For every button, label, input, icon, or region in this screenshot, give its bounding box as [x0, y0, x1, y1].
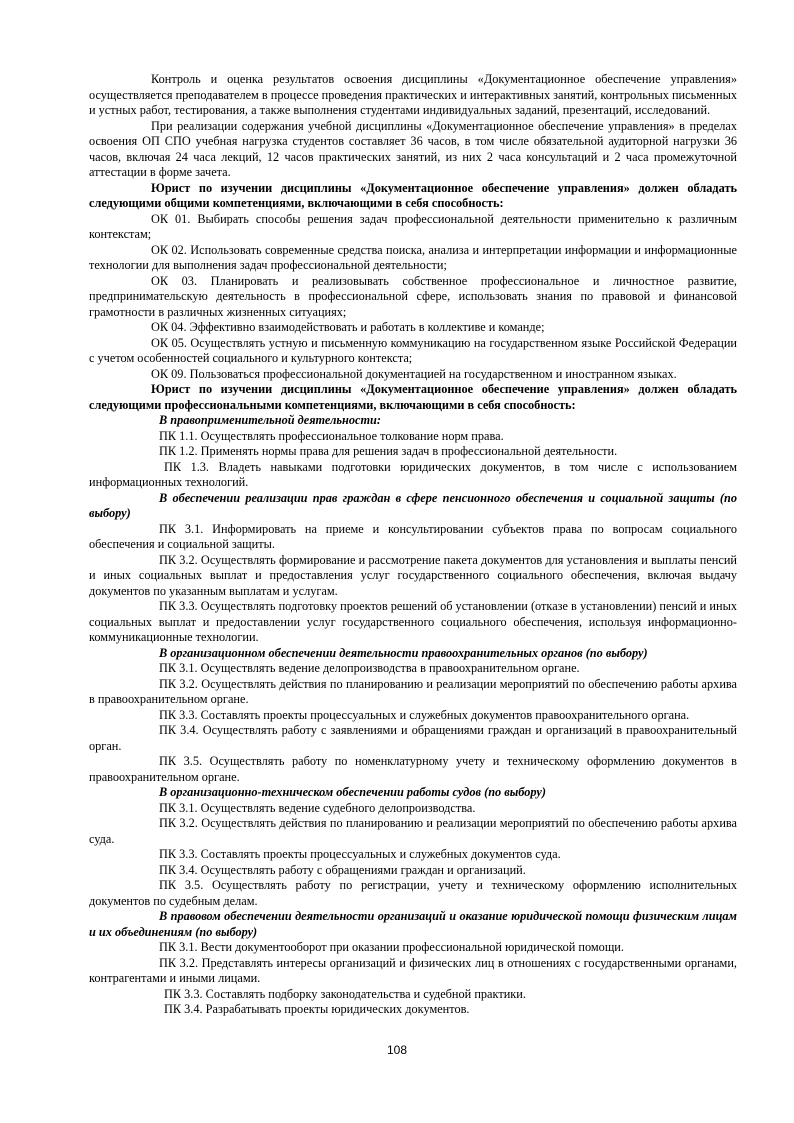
- paragraph: ПК 3.1. Информировать на приеме и консультировании субъектов права по вопросам социального обеспечения и социальной защиты.: [89, 521, 737, 551]
- paragraph: ПК 1.2. Применять нормы права для решения задач в профессиональной деятельности.: [159, 444, 618, 458]
- section-subheading: В обеспечении реализации прав граждан в сфере пенсионного обеспечения и социальной защиты (по выбору): [89, 490, 737, 520]
- paragraph: ПК 3.3. Составлять проекты процессуальных и служебных документов правоохранительного органа.: [159, 707, 690, 722]
- section-subheading: В организационном обеспечении деятельности правоохранительных органов (по выбору): [159, 645, 648, 660]
- paragraph: ОК 03. Планировать и реализовывать собственное профессиональное и личностное развитие, предпринимательскую деятельность в профессиональной сфере, использовать знания по правовой и финансовой грамотности в различных жизненных ситуациях;: [89, 273, 737, 319]
- paragraph: Контроль и оценка результатов освоения дисциплины «Документационное обеспечение управления» осуществляется преподавателем в процессе проведения практических и интерактивных занятий, контрольных письменных и устных работ, тестирования, а также выполнения студентами индивидуальных заданий, презентаций, исследований.: [89, 72, 737, 117]
- paragraph: ПК 3.4. Осуществлять работу с заявлениями и обращениями граждан и организаций в правоохранительный орган.: [89, 723, 737, 753]
- page-number: 108: [386, 1043, 408, 1057]
- document-body: [89, 72, 737, 1018]
- paragraph: ПК 3.2. Осуществлять действия по планированию и реализации мероприятий по обеспечению работы архива суда.: [89, 816, 737, 846]
- paragraph: ПК 3.3. Осуществлять подготовку проектов решений об установлении (отказе в установлении) пенсий и иных социальных выплат и предоставлении услуг государственного социального обеспечения, используя информационно-коммуникационные технологии.: [89, 599, 737, 644]
- section-heading: Юрист по изучении дисциплины «Документационное обеспечение управления» должен обладать следующими профессиональными компетенциями, включающими в себя способность:: [89, 382, 737, 412]
- paragraph: ПК 3.1. Осуществлять ведение делопроизводства в правоохранительном органе.: [159, 661, 580, 675]
- paragraph: ПК 3.2. Представлять интересы организаций и физических лиц в отношениях с государственными органами, контрагентами и иными лицами.: [89, 955, 737, 985]
- paragraph: ОК 01. Выбирать способы решения задач профессиональной деятельности применительно к различным контекстам;: [89, 211, 737, 241]
- paragraph: ОК 09. Пользоваться профессиональной документацией на государственном и иностранном языках.: [151, 366, 677, 381]
- paragraph: ПК 3.2. Осуществлять действия по планированию и реализации мероприятий по обеспечению работы архива в правоохранительном органе.: [89, 676, 737, 706]
- paragraph: ПК 3.5. Осуществлять работу по номенклатурному учету и техническому оформлению документов в правоохранительном органе.: [89, 754, 737, 784]
- paragraph: ПК 3.2. Осуществлять формирование и рассмотрение пакета документов для установления и выплаты пенсий и иных социальных выплат и предоставления услуг государственного социального обеспечения, включая выдачу документов по указанным выплатам и услугам.: [89, 552, 737, 598]
- paragraph: ПК 3.1. Осуществлять ведение судебного делопроизводства.: [159, 800, 476, 815]
- paragraph: ОК 05. Осуществлять устную и письменную коммуникацию на государственном языке Российской Федерации с учетом особенностей социального и культурного контекста;: [89, 335, 737, 365]
- paragraph: ПК 3.4. Осуществлять работу с обращениями граждан и организаций.: [159, 862, 526, 877]
- paragraph: ПК 3.1. Вести документооборот при оказании профессиональной юридической помощи.: [159, 940, 624, 954]
- section-subheading: В правовом обеспечении деятельности организаций и оказание юридической помощи физическим лицам и их объединениям (по выбору): [89, 909, 737, 939]
- paragraph: ПК 1.1. Осуществлять профессиональное толкование норм права.: [159, 428, 504, 443]
- paragraph: ОК 04. Эффективно взаимодействовать и работать в коллективе и команде;: [151, 320, 545, 334]
- paragraph: ПК 3.3. Составлять подборку законодательства и судебной практики.: [164, 986, 526, 1001]
- section-heading: Юрист по изучении дисциплины «Документационное обеспечение управления» должен обладать следующими общими компетенциями, включающими в себя способность:: [89, 180, 737, 210]
- paragraph: При реализации содержания учебной дисциплины «Документационное обеспечение управления» в пределах освоения ОП СПО учебная нагрузка студентов составляет 36 часов, в том числе обязательной аудиторной нагрузки 36 часов, включая 24 часа лекций, 12 часов практических занятий, из них 2 часа консультаций и 2 часа промежуточной аттестации в форме зачета.: [89, 118, 737, 179]
- paragraph: ПК 3.5. Осуществлять работу по регистрации, учету и техническому оформлению исполнительных документов по судебным делам.: [89, 878, 737, 908]
- paragraph: ПК 3.3. Составлять проекты процессуальных и служебных документов суда.: [159, 847, 561, 861]
- paragraph: ОК 02. Использовать современные средства поиска, анализа и интерпретации информации и информационные технологии для выполнения задач профессиональной деятельности;: [89, 242, 737, 272]
- paragraph: ПК 3.4. Разрабатывать проекты юридических документов.: [164, 1002, 470, 1016]
- section-subheading: В организационно-техническом обеспечении работы судов (по выбору): [159, 785, 546, 799]
- section-subheading: В правоприменительной деятельности:: [159, 413, 381, 427]
- paragraph: ПК 1.3. Владеть навыками подготовки юридических документов, в том числе с использованием информационных технологий.: [89, 459, 737, 489]
